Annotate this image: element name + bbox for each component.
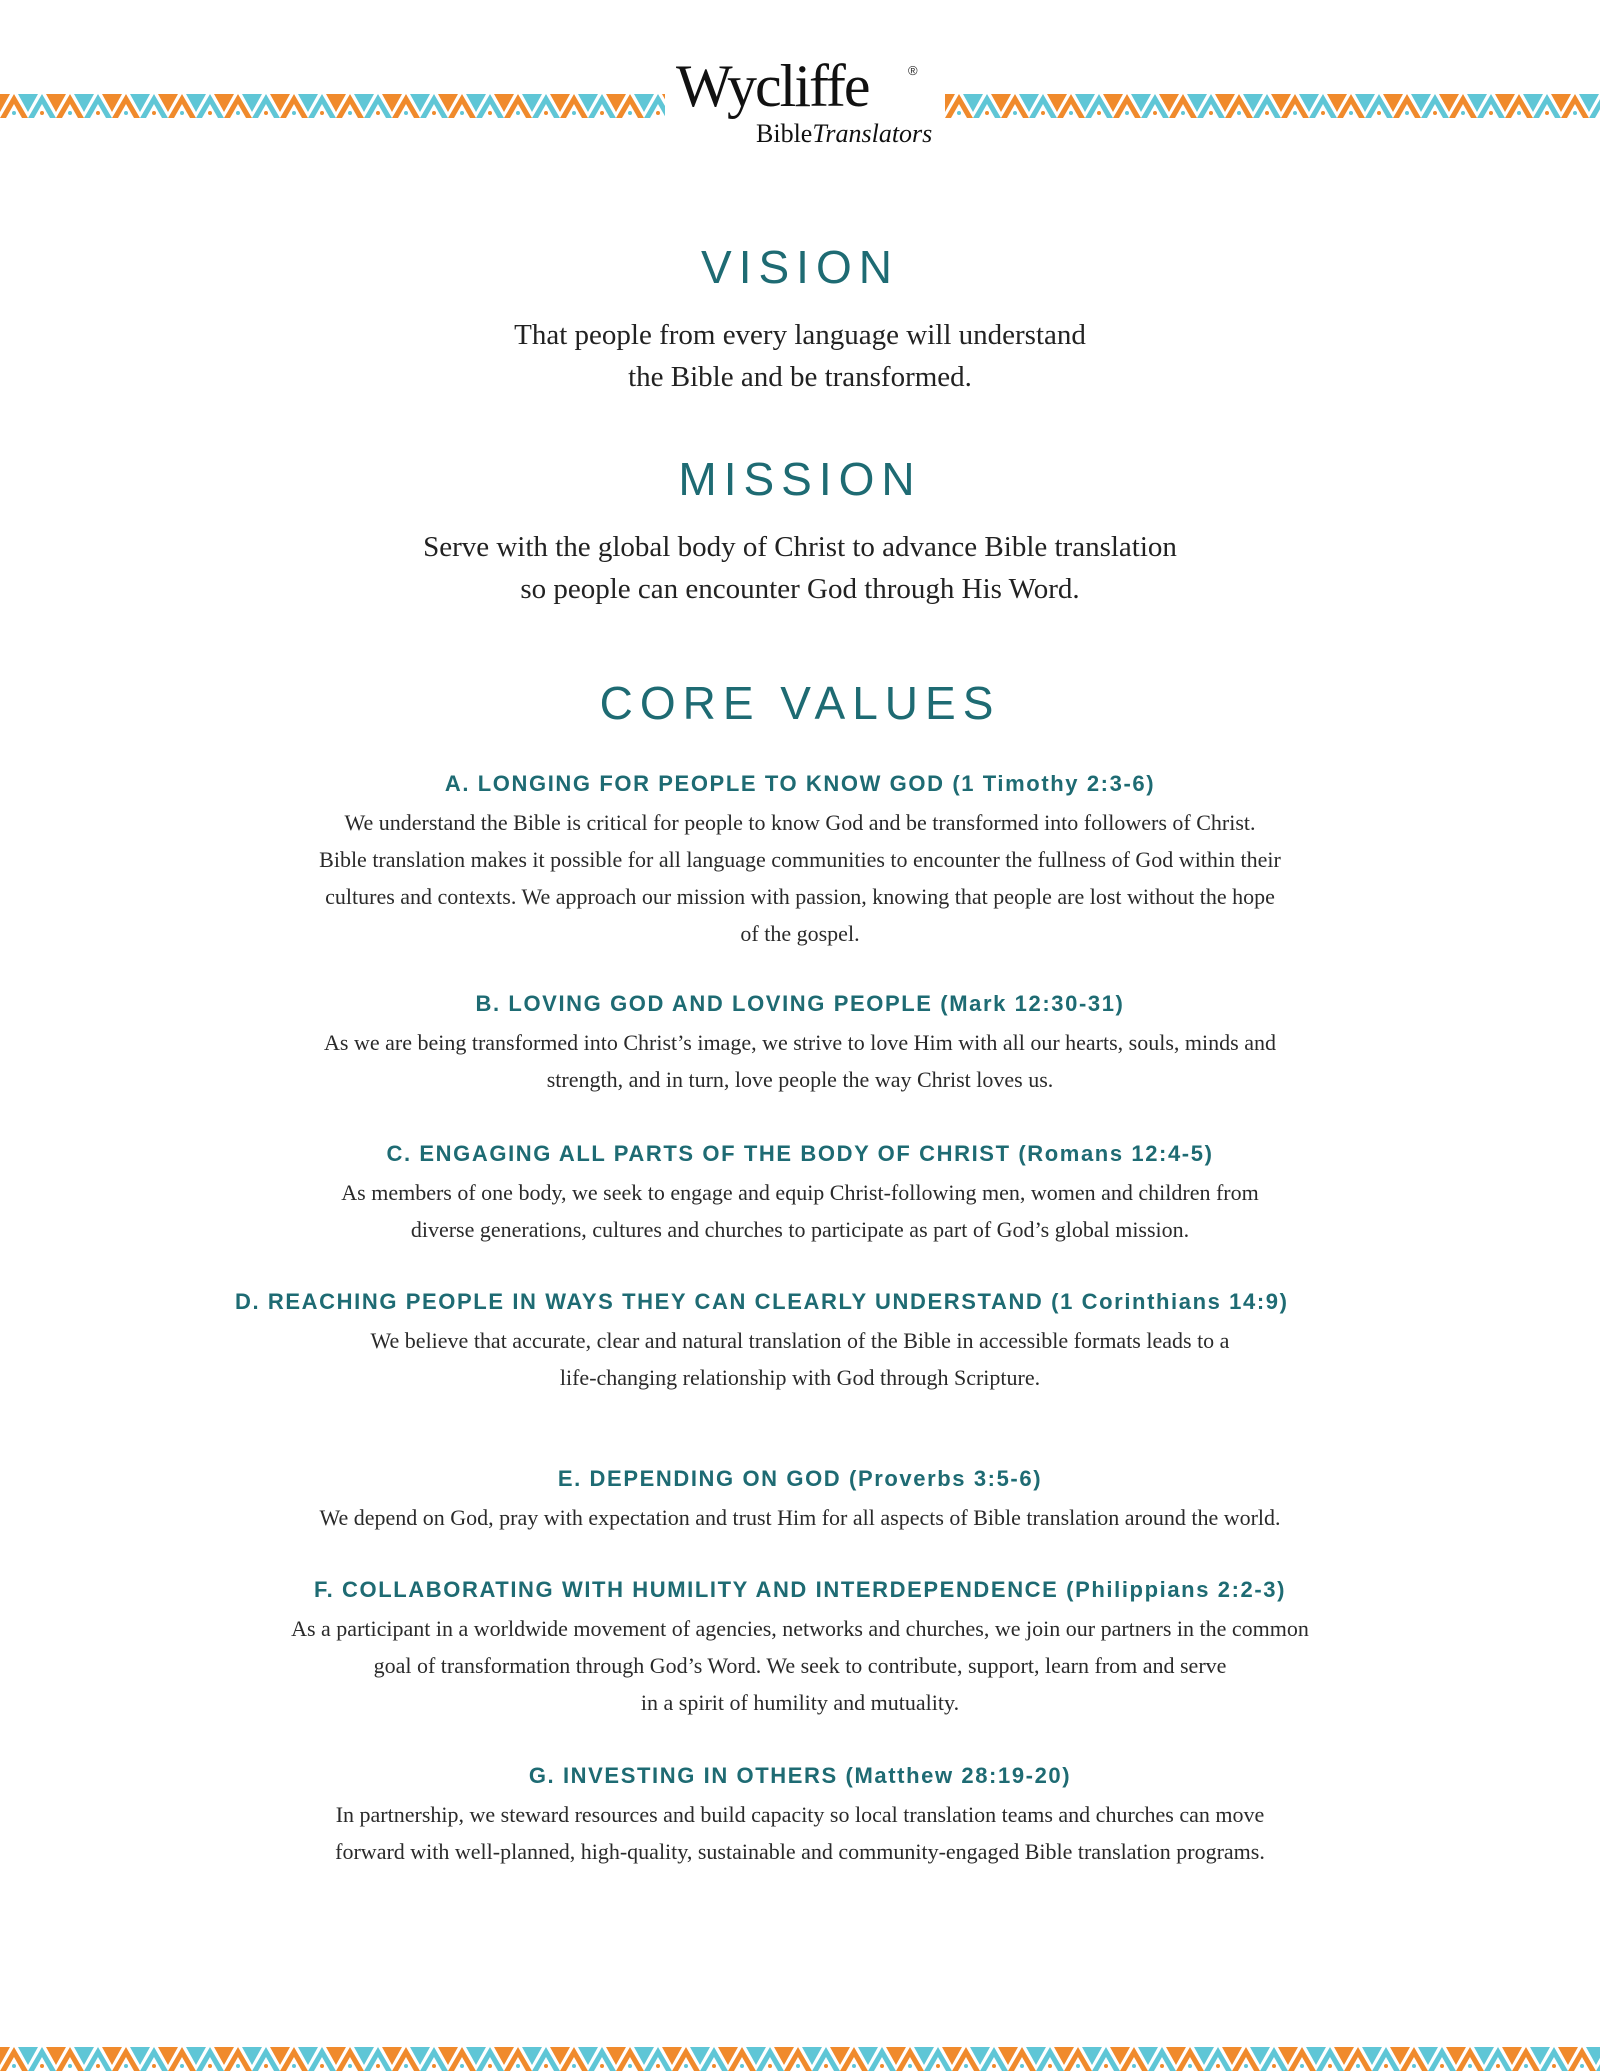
core-value-heading (230, 1576, 1370, 1604)
core-value-description (230, 1174, 1370, 1248)
description-line: forward with well-planned, high-quality, sustainable and community-engaged Bible translation programs. (335, 1839, 1265, 1864)
decorative-pattern-band-bottom (0, 2045, 1600, 2071)
mission-statement (0, 526, 1600, 610)
core-value-title: F. COLLABORATING WITH HUMILITY AND INTERDEPENDENCE (313, 1577, 1059, 1602)
vision-statement (0, 314, 1600, 398)
mission-heading: MISSION (678, 453, 922, 505)
core-value-b (230, 990, 1370, 1098)
scripture-reference: (Matthew 28:19-20) (845, 1763, 1072, 1788)
description-line: cultures and contexts. We approach our mission with passion, knowing that people are lost without the hope (325, 884, 1275, 909)
scripture-reference: (1 Corinthians 14:9) (1051, 1289, 1289, 1314)
description-line: We understand the Bible is critical for people to know God and be transformed into followers of Christ. (344, 810, 1256, 835)
vision-heading: VISION (701, 241, 899, 293)
core-value-a (230, 770, 1370, 952)
description-line: We depend on God, pray with expectation and trust Him for all aspects of Bible translation around the world. (319, 1505, 1281, 1530)
core-value-heading (230, 1762, 1370, 1790)
description-line: diverse generations, cultures and churches to participate as part of God’s global mission. (410, 1217, 1190, 1242)
description-line: in a spirit of humility and mutuality. (640, 1690, 960, 1715)
vision-line: That people from every language will understand (514, 319, 1086, 351)
description-line: As a participant in a worldwide movement of agencies, networks and churches, we join our partners in the common (291, 1616, 1309, 1641)
scripture-reference: (Proverbs 3:5-6) (849, 1466, 1043, 1491)
scripture-reference: (Philippians 2:2-3) (1066, 1577, 1287, 1602)
logo-sub-bible: Bible (756, 119, 813, 148)
description-line: strength, and in turn, love people the way Christ loves us. (546, 1067, 1054, 1092)
core-value-description (230, 1796, 1370, 1870)
core-values-heading: CORE VALUES (599, 677, 1001, 729)
core-value-title: B. LOVING GOD AND LOVING PEOPLE (475, 991, 933, 1016)
core-value-title: E. DEPENDING ON GOD (557, 1466, 842, 1491)
core-value-description (230, 1610, 1370, 1721)
decorative-pattern-band-left (0, 92, 665, 118)
core-value-description (230, 804, 1370, 952)
core-value-heading (230, 990, 1370, 1018)
logo-sub-translators: Translators (812, 119, 933, 148)
description-line: We believe that accurate, clear and natural translation of the Bible in accessible formats leads to a (370, 1328, 1230, 1353)
core-value-f (230, 1576, 1370, 1721)
core-value-heading (230, 1140, 1370, 1168)
description-line: As we are being transformed into Christ’s image, we strive to love Him with all our hearts, souls, minds and (324, 1030, 1276, 1055)
decorative-pattern-band-right (945, 92, 1600, 118)
description-line: of the gospel. (740, 921, 860, 946)
core-value-title: A. LONGING FOR PEOPLE TO KNOW GOD (444, 771, 945, 796)
core-value-description (230, 1322, 1370, 1396)
wycliffe-logo (676, 53, 938, 152)
description-line: As members of one body, we seek to engage and equip Christ-following men, women and children from (341, 1180, 1259, 1205)
core-value-description (230, 1024, 1370, 1098)
core-value-heading (230, 1288, 1370, 1316)
core-value-heading (230, 770, 1370, 798)
scripture-reference: (Romans 12:4-5) (1018, 1141, 1214, 1166)
vision-line: the Bible and be transformed. (628, 361, 972, 393)
core-value-heading (230, 1465, 1370, 1493)
description-line: Bible translation makes it possible for all language communities to encounter the fullness of God within their (319, 847, 1281, 872)
core-value-g (230, 1762, 1370, 1870)
description-line: goal of transformation through God’s Word. We seek to contribute, support, learn from and serve (373, 1653, 1227, 1678)
scripture-reference: (Mark 12:30-31) (940, 991, 1125, 1016)
mission-line: so people can encounter God through His Word. (520, 573, 1080, 605)
core-value-title: G. INVESTING IN OTHERS (528, 1763, 838, 1788)
logo-subtitle (756, 120, 932, 148)
core-value-c (230, 1140, 1370, 1248)
core-value-description (230, 1499, 1370, 1536)
logo-registered-mark: ® (908, 63, 918, 78)
core-value-e (230, 1465, 1370, 1536)
core-value-title: D. REACHING PEOPLE IN WAYS THEY CAN CLEARLY UNDERSTAND (235, 1289, 1044, 1314)
description-line: In partnership, we steward resources and build capacity so local translation teams and churches can move (335, 1802, 1265, 1827)
scripture-reference: (1 Timothy 2:3-6) (952, 771, 1156, 796)
core-value-d (230, 1288, 1370, 1396)
description-line: life-changing relationship with God through Scripture. (559, 1365, 1041, 1390)
mission-line: Serve with the global body of Christ to advance Bible translation (423, 531, 1177, 563)
core-value-title: C. ENGAGING ALL PARTS OF THE BODY OF CHRIST (386, 1141, 1011, 1166)
logo-wordmark: Wycliffe (676, 53, 869, 119)
